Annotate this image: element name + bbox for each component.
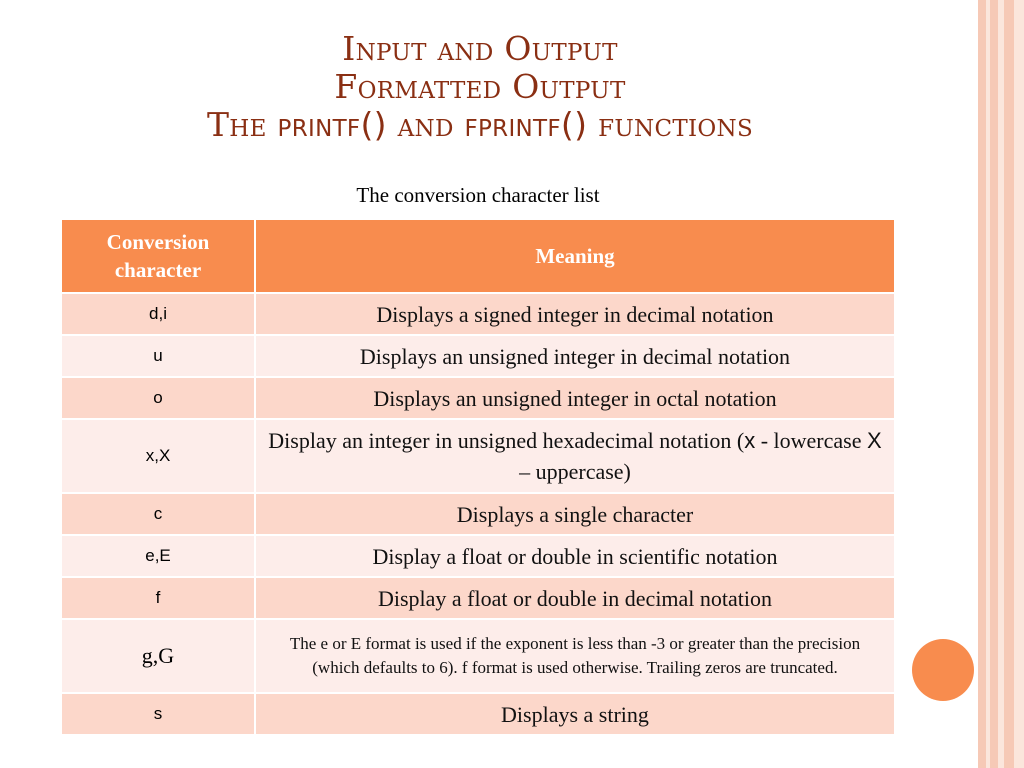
conversion-meaning xyxy=(255,419,895,493)
meaning-text: - lowercase xyxy=(755,428,867,453)
conversion-meaning: Displays a string xyxy=(255,693,895,735)
conversion-code: e,E xyxy=(61,535,255,577)
conversion-code: c xyxy=(61,493,255,535)
conversion-meaning: Displays an unsigned integer in decimal notation xyxy=(255,335,895,377)
slide-title xyxy=(60,30,900,144)
table-row xyxy=(61,293,895,335)
conversion-code: x,X xyxy=(61,419,255,493)
decorative-circle xyxy=(912,639,974,701)
conversion-meaning: Display a float or double in scientific notation xyxy=(255,535,895,577)
border-stripe xyxy=(978,0,986,768)
table-row xyxy=(61,493,895,535)
meaning-text: Display an integer in unsigned hexadecimal notation ( xyxy=(268,428,745,453)
title-function-name: fprintf() xyxy=(464,105,588,144)
border-stripe xyxy=(1004,0,1014,768)
conversion-meaning: Displays an unsigned integer in octal notation xyxy=(255,377,895,419)
title-text: and xyxy=(386,105,465,144)
conversion-meaning: Displays a single character xyxy=(255,493,895,535)
title-function-name: printf() xyxy=(277,105,387,144)
conversion-code: g,G xyxy=(61,619,255,693)
table-row xyxy=(61,419,895,493)
conversion-meaning: Displays a signed integer in decimal notation xyxy=(255,293,895,335)
title-text: functions xyxy=(587,105,753,144)
conversion-meaning: The e or E format is used if the exponent is less than -3 or greater than the precision (which defaults to 6). f format is used otherwise. Trailing zeros are truncated. xyxy=(255,619,895,693)
table-row xyxy=(61,577,895,619)
meaning-text: – uppercase) xyxy=(519,459,631,484)
border-stripe xyxy=(990,0,998,768)
meaning-code: x xyxy=(744,428,756,453)
conversion-meaning: Display a float or double in decimal notation xyxy=(255,577,895,619)
table-row xyxy=(61,335,895,377)
table-row xyxy=(61,619,895,693)
conversion-table xyxy=(60,218,896,736)
conversion-code: d,i xyxy=(61,293,255,335)
table-row xyxy=(61,377,895,419)
title-text: The xyxy=(206,105,278,144)
column-header-meaning: Meaning xyxy=(255,219,895,293)
table-row xyxy=(61,535,895,577)
conversion-code: f xyxy=(61,577,255,619)
table-caption: The conversion character list xyxy=(356,183,600,207)
title-line-2: Formatted Output xyxy=(334,67,626,106)
meaning-code: X xyxy=(867,428,882,453)
title-line-1: Input and Output xyxy=(342,29,618,68)
border-stripe xyxy=(1014,0,1024,768)
column-header-conversion: Conversion character xyxy=(61,219,255,293)
conversion-code: u xyxy=(61,335,255,377)
conversion-code: o xyxy=(61,377,255,419)
table-row xyxy=(61,693,895,735)
table-header-row xyxy=(61,219,895,293)
conversion-code: s xyxy=(61,693,255,735)
title-line-3 xyxy=(60,106,900,144)
